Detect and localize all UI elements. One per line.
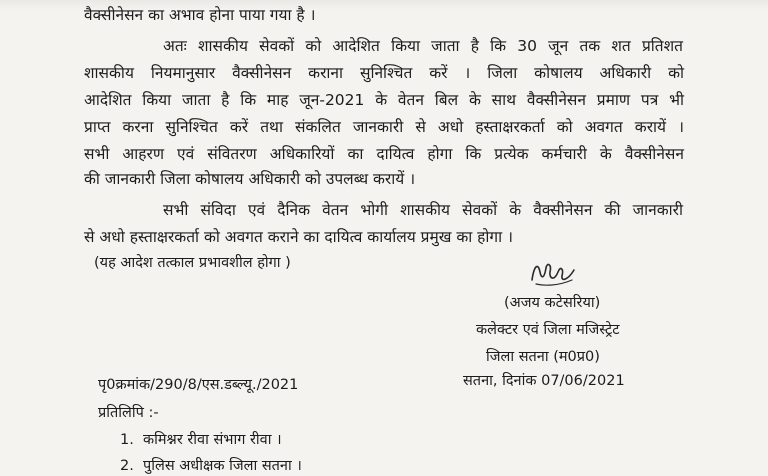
signatory-name: (अजय कटेसरिया) (504, 295, 601, 311)
copy-item-2-number: 2. (120, 458, 134, 474)
copy-item-1-text: कमिश्नर रीवा संभाग रीवा । (143, 432, 282, 448)
signatory-designation: कलेक्टर एवं जिला मजिस्ट्रेट (476, 322, 620, 338)
para1-line-5: सभी आहरण एवं संवितरण अधिकारियों का दायित्व होगा कि प्रत्येक कर्मचारी के वैक्सीनेसन (84, 145, 684, 163)
para1-line-6: की जानकारी जिला कोषालय अधिकारी को उपलब्ध करायें । (84, 170, 416, 188)
para1-line-1: अतः शासकीय सेवकों को आदेशित किया जाता है कि 30 जून तक शत प्रतिशत (163, 37, 683, 55)
reference-place-date: सतना, दिनांक 07/06/2021 (463, 373, 625, 389)
letter-line-0: वैक्सीनेसन का अभाव होना पाया गया है । (84, 6, 316, 24)
para1-line-4: प्राप्त करना सुनिश्चित करें तथा संकलित जानकारी से अधो हस्ताक्षरकर्ता को अवगत करायें । (84, 118, 684, 136)
handwritten-signature (528, 258, 578, 290)
effect-note: (यह आदेश तत्काल प्रभावशील होगा ) (94, 255, 291, 271)
para2-line-2: से अधो हस्ताक्षरकर्ता को अवगत कराने का दायित्व कार्यालय प्रमुख का होगा । (84, 228, 513, 246)
para1-line-3: आदेशित किया जाता है कि माह जून-2021 के वेतन बिल के साथ वैक्सीनेसन प्रमाण पत्र भी (84, 91, 684, 109)
reference-number: पृ0क्रमांक/290/8/एस.डब्ल्यू./2021 (98, 377, 299, 393)
para2-line-1: सभी संविदा एवं दैनिक वेतन भोगी शासकीय सेवकों के वैक्सीनेसन की जानकारी (163, 201, 683, 219)
copy-item-2-text: पुलिस अधीक्षक जिला सतना । (143, 458, 302, 474)
copy-item-1-number: 1. (120, 432, 134, 448)
copy-to-heading: प्रतिलिपि :- (98, 405, 159, 421)
para1-line-2: शासकीय नियमानुसार वैक्सीनेसन कराना सुनिश्चित करें । जिला कोषालय अधिकारी को (84, 64, 684, 82)
signatory-district: जिला सतना (म0प्र0) (486, 349, 600, 365)
